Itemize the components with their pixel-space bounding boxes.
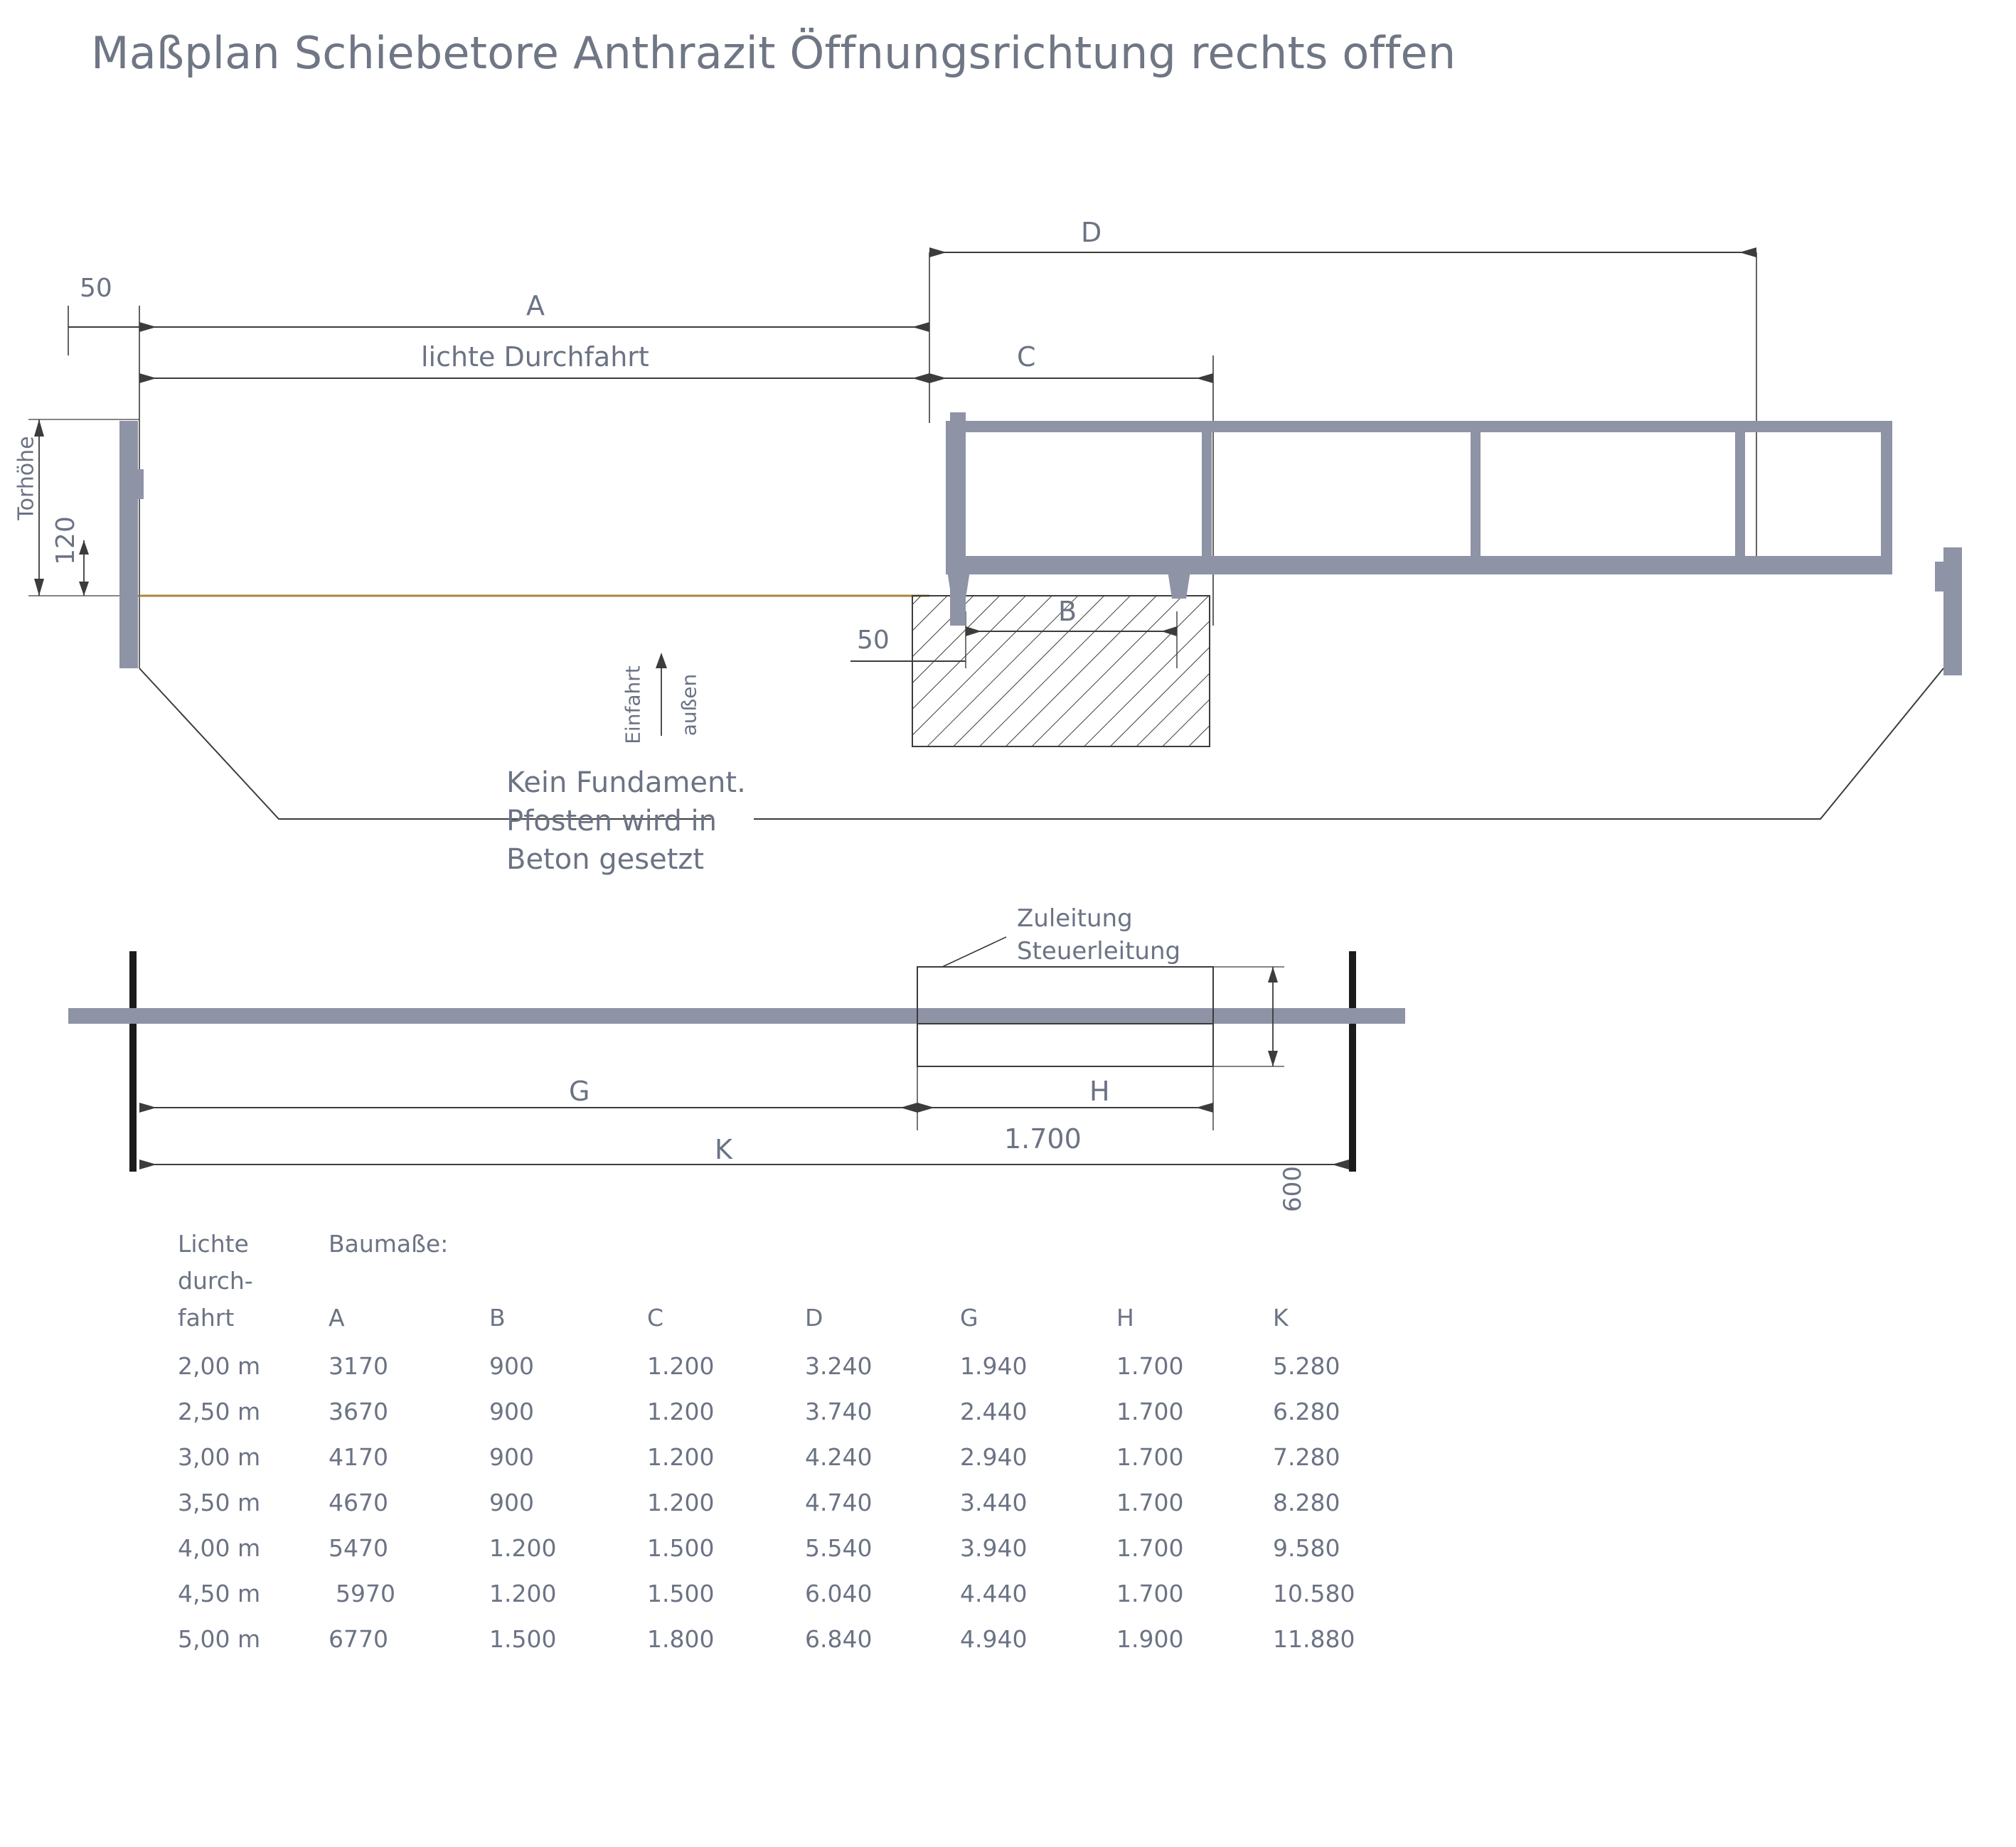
dim-label-H: H	[1089, 1076, 1110, 1107]
plan-view	[0, 917, 2016, 1216]
plan-label-steuerleitung: Steuerleitung	[1017, 937, 1181, 965]
table-row: 1.200	[647, 1443, 715, 1471]
table-row: 4.740	[805, 1489, 873, 1516]
table-row: 3.940	[960, 1534, 1028, 1562]
table-row: 3,00 m	[178, 1443, 261, 1471]
table-row: 900	[489, 1352, 534, 1380]
table-row: 10.580	[1273, 1580, 1355, 1607]
table-row: 4,50 m	[178, 1580, 261, 1607]
table-row: 3.240	[805, 1352, 873, 1380]
table-header-D: D	[805, 1304, 823, 1332]
dim-label-120: 120	[50, 516, 80, 565]
table-row: 900	[489, 1443, 534, 1471]
table-row: 4.940	[960, 1625, 1028, 1653]
table-row: 5.280	[1273, 1352, 1340, 1380]
table-row: 2.440	[960, 1398, 1028, 1425]
table-header-lichte-1: Lichte	[178, 1230, 249, 1258]
table-row: 900	[489, 1398, 534, 1425]
table-row: 9.580	[1273, 1534, 1340, 1562]
table-header-lichte-2: durch-	[178, 1267, 253, 1295]
dim-label-A: A	[526, 290, 545, 321]
dim-label-C: C	[1017, 341, 1036, 373]
dim-label-50-left: 50	[80, 274, 112, 303]
table-row: 6.280	[1273, 1398, 1340, 1425]
dim-label-1700: 1.700	[1004, 1123, 1082, 1155]
note-line-1: Kein Fundament.	[506, 766, 746, 799]
table-row: 1.800	[647, 1625, 715, 1653]
table-row: 1.700	[1116, 1534, 1184, 1562]
table-row: 1.200	[489, 1580, 557, 1607]
table-row: 1.200	[489, 1534, 557, 1562]
table-row: 1.500	[489, 1625, 557, 1653]
table-row: 8.280	[1273, 1489, 1340, 1516]
table-row: 5970	[336, 1580, 395, 1607]
plan-gate-band	[68, 1008, 1405, 1024]
table-row: 1.900	[1116, 1625, 1184, 1653]
table-row: 900	[489, 1489, 534, 1516]
table-row: 1.940	[960, 1352, 1028, 1380]
table-header-H: H	[1116, 1304, 1134, 1332]
dim-label-torhoehe: Torhöhe	[14, 436, 39, 520]
table-row: 2.940	[960, 1443, 1028, 1471]
table-header-C: C	[647, 1304, 664, 1332]
table-row: 3.440	[960, 1489, 1028, 1516]
table-row: 4170	[329, 1443, 388, 1471]
table-row: 4.440	[960, 1580, 1028, 1607]
dim-label-50-foundation: 50	[857, 626, 890, 655]
table-header-K: K	[1273, 1304, 1289, 1332]
table-row: 6770	[329, 1625, 388, 1653]
table-row: 1.700	[1116, 1489, 1184, 1516]
table-header-lichte-3: fahrt	[178, 1304, 235, 1332]
table-row: 4670	[329, 1489, 388, 1516]
table-row: 2,50 m	[178, 1398, 261, 1425]
table-row: 1.500	[647, 1580, 715, 1607]
arrow-label-einfahrt: Einfahrt	[621, 665, 645, 744]
table-header-A: A	[329, 1304, 345, 1332]
dim-label-G: G	[569, 1076, 590, 1107]
table-row: 2,00 m	[178, 1352, 261, 1380]
dim-label-lichte-durchfahrt: lichte Durchfahrt	[421, 341, 649, 373]
table-row: 4.240	[805, 1443, 873, 1471]
table-row: 1.200	[647, 1352, 715, 1380]
page-title: Maßplan Schiebetore Anthrazit Öffnungsrichtung rechts offen	[91, 27, 1456, 79]
table-row: 4,00 m	[178, 1534, 261, 1562]
table-row: 7.280	[1273, 1443, 1340, 1471]
arrow-label-aussen: außen	[677, 673, 701, 737]
table-row: 1.700	[1116, 1398, 1184, 1425]
table-row: 1.200	[647, 1489, 715, 1516]
table-row: 6.840	[805, 1625, 873, 1653]
table-row: 11.880	[1273, 1625, 1355, 1653]
table-row: 1.700	[1116, 1443, 1184, 1471]
table-header-G: G	[960, 1304, 978, 1332]
table-row: 5,00 m	[178, 1625, 261, 1653]
table-row: 6.040	[805, 1580, 873, 1607]
table-row: 1.200	[647, 1398, 715, 1425]
dim-label-D: D	[1081, 217, 1102, 248]
plan-right-post	[1349, 951, 1356, 1172]
table-row: 5.540	[805, 1534, 873, 1562]
dim-label-600: 600	[1279, 1166, 1307, 1212]
note-line-2: Pfosten wird in	[506, 805, 718, 837]
dim-label-K: K	[715, 1134, 732, 1165]
dim-label-B: B	[1058, 596, 1077, 627]
table-row: 1.700	[1116, 1580, 1184, 1607]
table-row: 1.500	[647, 1534, 715, 1562]
table-row: 1.700	[1116, 1352, 1184, 1380]
table-row: 5470	[329, 1534, 388, 1562]
plan-label-zuleitung: Zuleitung	[1017, 904, 1133, 933]
table-row: 3.740	[805, 1398, 873, 1425]
note-line-3: Beton gesetzt	[506, 843, 705, 876]
table-header-baumasse: Baumaße:	[329, 1230, 449, 1258]
table-header-B: B	[489, 1304, 506, 1332]
table-row: 3170	[329, 1352, 388, 1380]
plan-left-post	[129, 951, 137, 1172]
table-row: 3,50 m	[178, 1489, 261, 1516]
table-row: 3670	[329, 1398, 388, 1425]
